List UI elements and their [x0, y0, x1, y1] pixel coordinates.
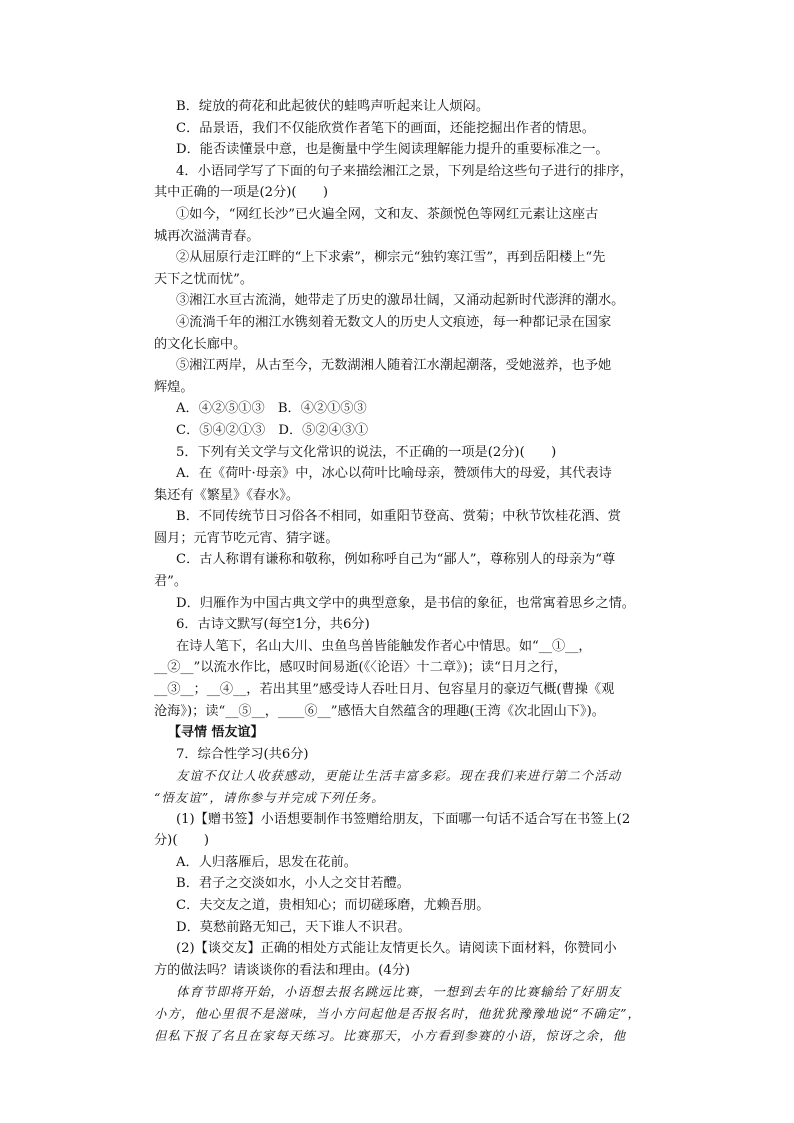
text-line: 5．下列有关文学与文化常识的说法，不正确的一项是(2分)( ) — [176, 444, 557, 460]
text-line: 【寻情 悟友谊】 — [168, 725, 264, 741]
text-line: 圆月；元宵节吃元宵、猜字谜。 — [154, 530, 339, 546]
text-line: C．⑤④②①③ D．⑤②④③① — [176, 422, 369, 438]
text-line: 友谊不仅让人收获感动，更能让生活丰富多彩。现在我们来进行第二个活动 — [176, 768, 622, 784]
text-line: 沧海》)；读“__⑤__，____⑥__”感悟大自然蕴含的理趣(王湾《次北固山下》)。 — [154, 703, 605, 719]
text-line: ④流淌千年的湘江水镌刻着无数文人的历史人文痕迹，每一种都记录在国家 — [176, 314, 612, 330]
text-line: 4．小语同学写了下面的句子来描绘湘江之景，下列是给这些句子进行的排序， — [176, 163, 633, 179]
text-line: B．君子之交淡如水，小人之交甘若醴。 — [176, 876, 410, 892]
text-line: (1)【赠书签】小语想要制作书签赠给朋友，下面哪一句话不适合写在书签上(2 — [176, 811, 631, 827]
text-line: 7．综合性学习(共6分) — [176, 746, 309, 762]
text-line: __③__；__④__，若出其里”感受诗人吞吐日月、包容星月的豪迈气概(曹操《观 — [154, 682, 615, 698]
text-line: 分)( ) — [154, 833, 209, 849]
text-line: D．能否读懂景中意，也是衡量中学生阅读理解能力提升的重要标准之一。 — [176, 142, 609, 158]
text-line: ②从屈原行走江畔的“上下求索”，柳宗元“独钓寒江雪”，再到岳阳楼上“先 — [176, 250, 606, 266]
text-line: 6．古诗文默写(每空1分，共6分) — [176, 617, 370, 633]
text-line: C．品景语，我们不仅能欣赏作者笔下的画面，还能挖掘出作者的情思。 — [176, 120, 595, 136]
text-line: C．夫交友之道，贵相知心；而切磋琢磨，尤赖吾朋。 — [176, 897, 490, 913]
text-line: ①如今，“网红长沙”已火遍全网，文和友、茶颜悦色等网红元素让这座古 — [176, 206, 599, 222]
text-line: A．人归落雁后，思发在花前。 — [176, 854, 357, 870]
text-line: ③湘江水亘古流淌，她带走了历史的激昂壮阔，又涌动起新时代澎湃的潮水。 — [176, 293, 625, 309]
text-line: B．不同传统节日习俗各不相同，如重阳节登高、赏菊；中秋节饮桂花酒、赏 — [176, 509, 621, 525]
text-line: __②__”以流水作比，感叹时间易逝(《〈论语〉十二章》)；读“日月之行， — [154, 660, 567, 676]
document-page — [154, 96, 654, 1046]
text-line: D．莫愁前路无知己，天下谁人不识君。 — [176, 919, 411, 935]
text-line: 小方，他心里很不是滋味，当小方问起他是否报名时，他犹犹豫豫地说“不确定”， — [154, 1005, 642, 1021]
text-line: B．绽放的荷花和此起彼伏的蛙鸣声听起来让人烦闷。 — [176, 99, 490, 114]
text-line: 城再次溢满青春。 — [154, 228, 260, 244]
text-line: ⑤湘江两岸，从古至今，无数湖湘人随着江水潮起潮落，受她滋养，也予她 — [176, 358, 612, 374]
text-line: (2)【谈交友】正确的相处方式能让友情更长久。请阅读下面材料，你赞同小 — [176, 941, 617, 957]
text-line: “悟友谊”，请你参与并完成下列任务。 — [154, 790, 385, 805]
text-line: 君”。 — [154, 574, 188, 590]
text-line: 的文化长廊中。 — [154, 336, 247, 352]
text-line: A．在《荷叶·母亲》中，冰心以荷叶比喻母亲，赞颂伟大的母爱，其代表诗 — [176, 466, 612, 482]
text-line: C．古人称谓有谦称和敬称，例如称呼自己为“鄙人”，尊称别人的母亲为“尊 — [176, 552, 616, 568]
text-line: D．归雁作为中国古典文学中的典型意象，是书信的象征，也常寓着思乡之情。 — [176, 595, 635, 611]
text-line: A．④②⑤①③ B．④②①⑤③ — [176, 401, 367, 417]
text-line: 天下之忧而忧”。 — [154, 271, 254, 287]
text-line: 其中正确的一项是(2分)( ) — [154, 185, 329, 201]
text-line: 集还有《繁星》《春水》。 — [154, 487, 300, 503]
text-line: 体育节即将开始，小语想去报名跳远比赛，一想到去年的比赛输给了好朋友 — [176, 984, 622, 1000]
text-line: 方的做法吗？请谈谈你的看法和理由。(4分) — [154, 962, 411, 978]
text-line: 在诗人笔下，名山大川、虫鱼鸟兽皆能触发作者心中情思。如“__①__， — [176, 638, 592, 654]
text-line: 但私下报了名且在家每天练习。比赛那天，小方看到参赛的小语，惊讶之余，他 — [154, 1027, 627, 1043]
text-line: 辉煌。 — [154, 379, 194, 395]
